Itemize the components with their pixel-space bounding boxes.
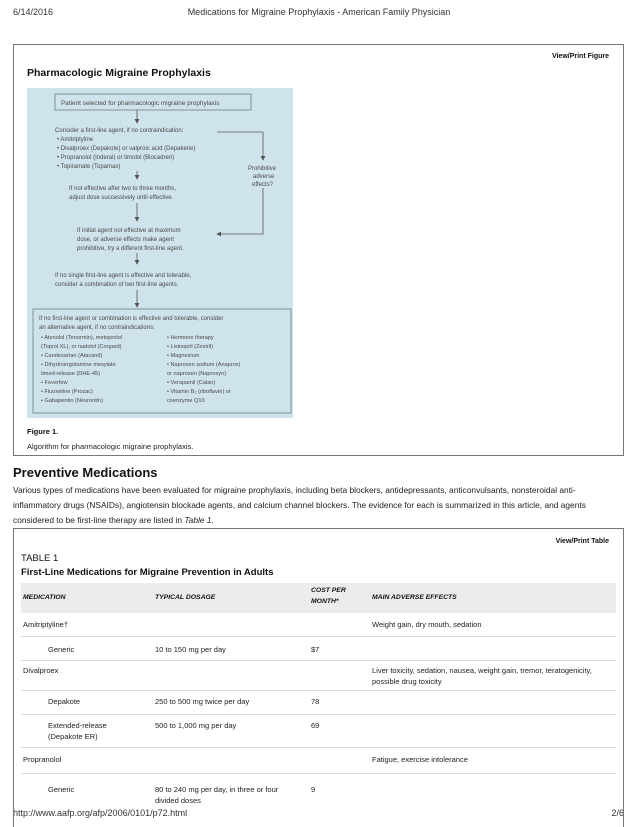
body-text: considered to be first-line therapy are listed in xyxy=(13,515,185,525)
header-cost-line2: MONTH* xyxy=(311,598,339,605)
flow-text-line: • Magnesium xyxy=(167,353,200,359)
cell-medication: Depakote xyxy=(48,697,81,706)
table-row xyxy=(21,714,616,748)
table-row xyxy=(21,614,616,636)
flow-text-line: • Divalproex (Depakote) or valproic acid (Depakene) xyxy=(57,146,196,152)
flow-text-line: • Vitamin B₂ (riboflavin) or xyxy=(167,389,231,395)
table-reference-link[interactable]: Table 1 xyxy=(184,515,212,525)
print-url: http://www.aafp.org/afp/2006/0101/p72.html xyxy=(13,808,188,818)
flow-text-line: or naproxen (Naprosyn) xyxy=(167,371,227,377)
flow-text-line: effects? xyxy=(252,182,273,188)
print-page-title: Medications for Migraine Prophylaxis - American Family Physician xyxy=(187,7,451,17)
cell-medication: Divalproex xyxy=(23,666,59,675)
flow-text-line: If initial agent not effective at maximum xyxy=(77,228,181,234)
flow-text-line: dose, or adverse effects make agent xyxy=(77,237,174,243)
flow-arrow-side-back xyxy=(217,188,263,234)
flow-text-line: • Fluoxetine (Prozac) xyxy=(41,389,94,395)
table-box xyxy=(13,528,624,827)
flow-text-line: If not effective after two to three months, xyxy=(69,186,176,192)
flow-arrow-side-down xyxy=(217,132,263,160)
figure-caption: Algorithm for pharmacologic migraine prophylaxis. xyxy=(27,442,194,451)
flow-text-line: coenzyme Q10 xyxy=(167,398,205,404)
cell-effects: Liver toxicity, sedation, nausea, weight gain, tremor, teratogenicity, possible drug toxicity xyxy=(372,666,592,686)
cell-medication: Generic xyxy=(48,645,75,654)
header-dosage: TYPICAL DOSAGE xyxy=(155,594,216,601)
cell-dosage: 10 to 150 mg per day xyxy=(155,645,226,654)
table-row xyxy=(21,773,616,812)
cell-medication: Amitriptyline† xyxy=(23,620,69,629)
flow-text-line: • Naproxen sodium (Anaprox) xyxy=(167,362,241,368)
flow-step-start: Patient selected for pharmacologic migraine prophylaxis xyxy=(61,100,220,107)
table-header-row xyxy=(21,583,616,613)
view-print-table-link[interactable]: View/Print Table xyxy=(555,538,609,545)
flow-step-first-line xyxy=(55,128,197,170)
table-row xyxy=(21,636,616,661)
flow-text-line: prohibitive, try a different first-line agent. xyxy=(77,246,184,252)
flow-text-line: • Feverfew xyxy=(41,380,68,386)
body-line-last xyxy=(13,513,625,528)
header-medication: MEDICATION xyxy=(23,594,66,601)
table-row xyxy=(21,747,616,774)
cell-cost: 78 xyxy=(311,697,320,706)
flow-alt-list-right xyxy=(167,335,242,404)
flow-text-line: timed-release (DHE-45) xyxy=(41,371,101,377)
print-page-number: 2/6 xyxy=(611,808,624,818)
flow-step-combination xyxy=(55,273,193,288)
cell-effects: Weight gain, dry mouth, sedation xyxy=(372,620,482,629)
cell-cost: 69 xyxy=(311,721,320,730)
section-body xyxy=(13,483,625,528)
cell-cost: $7 xyxy=(311,645,320,654)
cell-dosage: 500 to 1,000 mg per day xyxy=(155,721,237,730)
flowchart-svg xyxy=(27,88,293,418)
flow-text-line: • Lisinopril (Zestril) xyxy=(167,344,214,350)
cell-cost: 9 xyxy=(311,785,316,794)
print-date: 6/14/2016 xyxy=(13,7,54,17)
cell-dosage: 80 to 240 mg per day, in three or four divided doses xyxy=(155,785,279,805)
body-line: Various types of medications have been evaluated for migraine prophylaxis, including beta blockers, antidepressants, anticonvulsants, nonsteroidal anti- xyxy=(13,485,576,495)
flow-text-line: an alternative agent, if no contraindications: xyxy=(39,325,155,331)
cell-medication: Generic xyxy=(48,785,75,794)
flow-step-adjust xyxy=(69,186,178,201)
cell-medication: Extended-release (Depakote ER) xyxy=(48,721,107,741)
section-heading: Preventive Medications xyxy=(13,465,158,480)
flow-step-switch xyxy=(77,228,184,252)
table-title: First-Line Medications for Migraine Prevention in Adults xyxy=(21,567,274,578)
flow-text-line: If no single first-line agent is effective and tolerable, xyxy=(55,273,192,279)
flow-text-line: consider a combination of two first-line agents. xyxy=(55,282,179,288)
flow-text-line: • Gabapentin (Neurontin) xyxy=(41,398,103,404)
figure-label: Figure 1. xyxy=(27,427,59,436)
flow-text-line: • Hormone therapy xyxy=(167,335,214,341)
view-print-figure-link[interactable]: View/Print Figure xyxy=(551,53,609,60)
flow-text-line: • Propranolol (Inderal) or timolol (Blocadren) xyxy=(57,155,175,161)
cell-effects: Fatigue, exercise intolerance xyxy=(372,755,468,764)
flowchart-image xyxy=(27,88,293,418)
figure-box xyxy=(13,44,624,456)
body-text: . xyxy=(211,515,214,525)
flow-side-question xyxy=(248,166,278,188)
flow-text-line: If no first-line agent or combination is effective and tolerable, consider xyxy=(39,316,224,322)
flow-text-line: Prohibitive xyxy=(248,166,277,172)
header-cost-line1: COST PER xyxy=(311,587,346,594)
flow-alt-intro xyxy=(39,316,225,331)
flow-text-line: • Topiramate (Topamax) xyxy=(57,164,121,170)
table-label: TABLE 1 xyxy=(21,553,59,564)
flow-text-line: (Toprol XL), or nadolol (Corgard) xyxy=(41,344,122,350)
flow-text-line: • Atenolol (Tenormin), metoprolol xyxy=(41,335,122,341)
flow-text-line: Consider a first-line agent, if no contraindication: xyxy=(55,128,184,134)
cell-medication: Propranolol xyxy=(23,755,62,764)
header-effects: MAIN ADVERSE EFFECTS xyxy=(372,594,457,601)
flow-text-line: • Amitriptyline xyxy=(57,137,94,143)
flow-text-line: • Verapamil (Calan) xyxy=(167,380,216,386)
flow-alt-list-left xyxy=(41,335,124,404)
table-row xyxy=(21,690,616,715)
flow-text-line: • Candesartan (Atacand) xyxy=(41,353,103,359)
table-row xyxy=(21,660,616,691)
flow-text-line: adjust dose successively until effective. xyxy=(69,195,174,201)
cell-dosage: 250 to 500 mg twice per day xyxy=(155,697,250,706)
flow-text-line: • Dihydroergotamine mesylate xyxy=(41,362,116,368)
figure-title: Pharmacologic Migraine Prophylaxis xyxy=(27,67,211,79)
flow-text-line: adverse xyxy=(253,174,275,180)
body-line: inflammatory drugs (NSAIDs), angiotensin blockade agents, and calcium channel blockers. The evidence for each is summarized in this article, and agents xyxy=(13,500,586,510)
